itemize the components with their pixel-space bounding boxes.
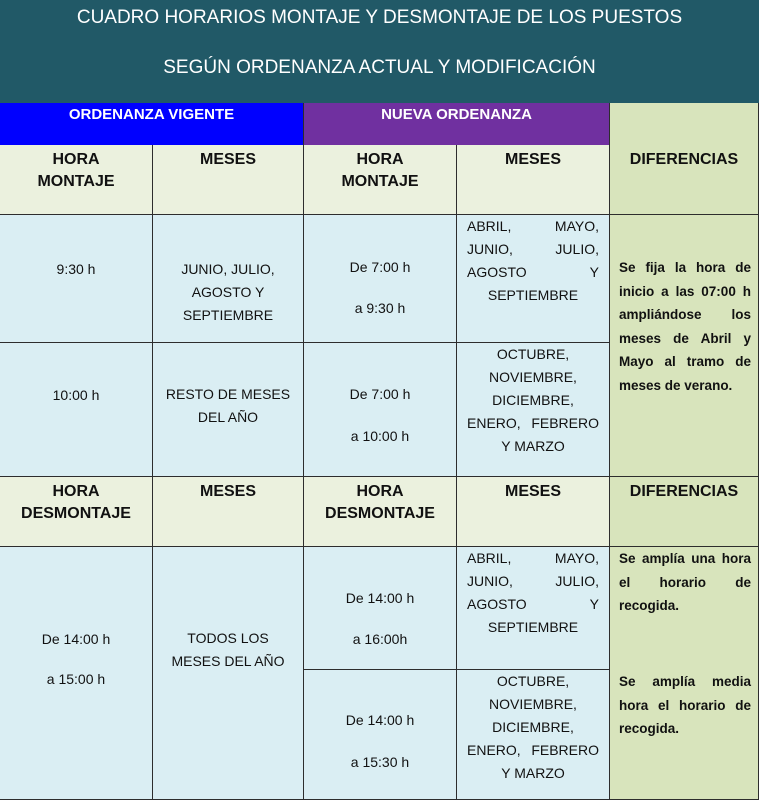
vigente-hora-row2: 10:00 h [0, 343, 153, 477]
header-hora-desmontaje-vigente: HORA DESMONTAJE [0, 477, 153, 547]
header-diferencias: DIFERENCIAS [610, 145, 759, 215]
nueva-hora-desmontaje-row2: De 14:00 h a 15:30 h [304, 670, 457, 800]
nueva-meses-row2: OCTUBRE, NOVIEMBRE, DICIEMBRE, ENERO, FEBRERO Y MARZO [457, 343, 610, 477]
header-hora-desmontaje-nueva: HORA DESMONTAJE [304, 477, 457, 547]
band-diferencias-blank [610, 103, 759, 145]
nueva-meses-desmontaje-row2: OCTUBRE, NOVIEMBRE, DICIEMBRE, ENERO, FEBRERO Y MARZO [457, 670, 610, 800]
header-hora-montaje-nueva: HORA MONTAJE [304, 145, 457, 215]
header-meses-vigente: MESES [153, 145, 304, 215]
band-ordenanza-vigente: ORDENANZA VIGENTE [0, 103, 304, 145]
diferencias-desmontaje-row1: Se amplía una hora el horario de recogida. [610, 547, 759, 670]
nueva-meses-row1: ABRIL, MAYO, JUNIO, JULIO, AGOSTO Y SEPTIEMBRE [457, 215, 610, 343]
header-diferencias-desmontaje: DIFERENCIAS [610, 477, 759, 547]
header-meses-desmontaje-vigente: MESES [153, 477, 304, 547]
title-line-2: SEGÚN ORDENANZA ACTUAL Y MODIFICACIÓN [163, 57, 596, 78]
nueva-meses-desmontaje-row1: ABRIL, MAYO, JUNIO, JULIO, AGOSTO Y SEPTIEMBRE [457, 547, 610, 670]
vigente-meses-desmontaje: TODOS LOS MESES DEL AÑO [153, 547, 304, 800]
header-hora-montaje-vigente: HORA MONTAJE [0, 145, 153, 215]
header-meses-desmontaje-nueva: MESES [457, 477, 610, 547]
diferencias-desmontaje-row2: Se amplía media hora el horario de recogida. [610, 670, 759, 800]
header-meses-nueva: MESES [457, 145, 610, 215]
diferencias-montaje: Se fija la hora de inicio a las 07:00 h ampliándose los meses de Abril y Mayo al tramo de meses de verano. [610, 215, 759, 477]
vigente-meses-row2: RESTO DE MESES DEL AÑO [153, 343, 304, 477]
nueva-hora-desmontaje-row1: De 14:00 h a 16:00h [304, 547, 457, 670]
title-line-1: CUADRO HORARIOS MONTAJE Y DESMONTAJE DE LOS PUESTOS [76, 7, 683, 28]
nueva-hora-row1: De 7:00 h a 9:30 h [304, 215, 457, 343]
vigente-meses-row1: JUNIO, JULIO, AGOSTO Y SEPTIEMBRE [153, 215, 304, 343]
table-title [0, 0, 759, 103]
band-nueva-ordenanza: NUEVA ORDENANZA [304, 103, 610, 145]
vigente-hora-row1: 9:30 h [0, 215, 153, 343]
vigente-hora-desmontaje: De 14:00 h a 15:00 h [0, 547, 153, 800]
nueva-hora-row2: De 7:00 h a 10:00 h [304, 343, 457, 477]
